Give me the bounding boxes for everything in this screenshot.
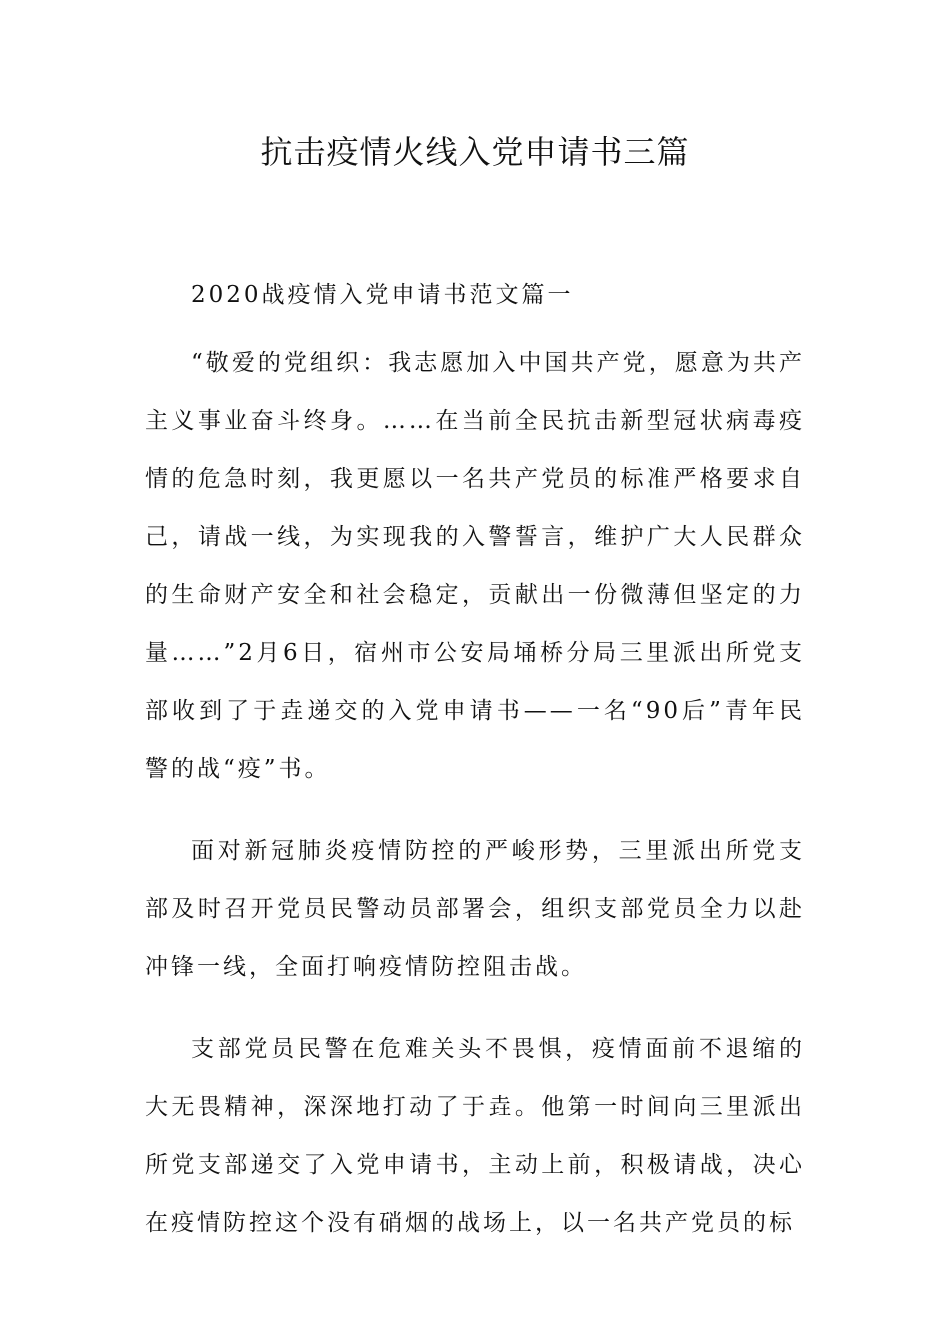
section-heading: 2020战疫情入党申请书范文篇一 — [191, 282, 574, 308]
document-title: 抗击疫情火线入党申请书三篇 — [260, 133, 690, 171]
paragraph-3: 支部党员民警在危难关头不畏惧，疫情面前不退缩的大无畏精神，深深地打动了于垚。他第一时间向三里派出所党支部递交了入党申请书，主动上前，积极请战，决心在疫情防控这个没有硝烟的战场上，以一名共产党员的标 — [145, 1036, 805, 1236]
document-body — [145, 266, 805, 1276]
paragraph-2: 面对新冠肺炎疫情防控的严峻形势，三里派出所党支部及时召开党员民警动员部署会，组织支部党员全力以赴冲锋一线，全面打响疫情防控阻击战。 — [145, 838, 805, 980]
paragraph-1: “敬爱的党组织：我志愿加入中国共产党，愿意为共产主义事业奋斗终身。……在当前全民抗击新型冠状病毒疫情的危急时刻，我更愿以一名共产党员的标准严格要求自己，请战一线，为实现我的入警誓言，维护广大人民群众的生命财产安全和社会稳定，贡献出一份微薄但坚定的力量……”2月6日，宿州市公安局埇桥分局三里派出所党支部收到了于垚递交的入党申请书——一名“90后”青年民警的战“疫”书。 — [145, 350, 805, 782]
